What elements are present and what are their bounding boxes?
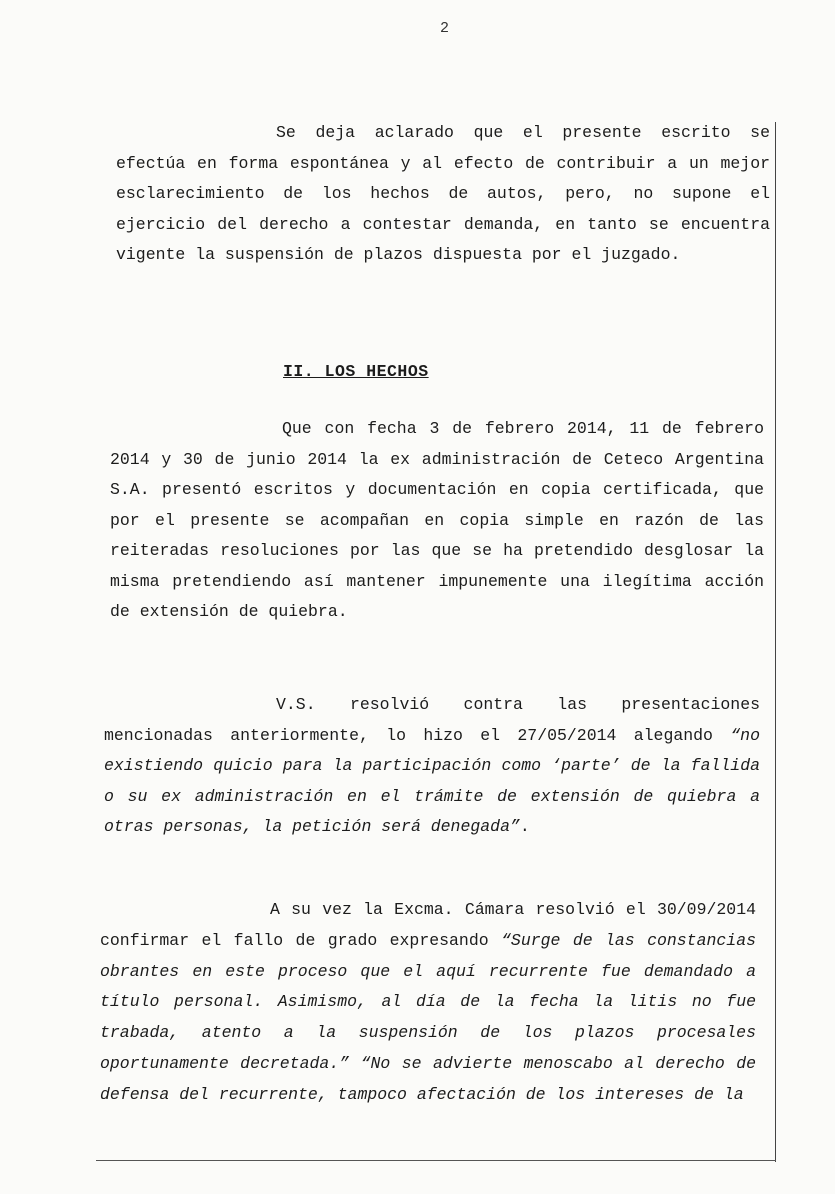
right-margin-rule — [775, 122, 776, 1162]
page-number: 2 — [440, 20, 450, 37]
paragraph-facts: Que con fecha 3 de febrero 2014, 11 de febrero 2014 y 30 de junio 2014 la ex administración de Ceteco Argentina S.A. presentó escritos y documentación en copia certificada, que por el presente se acompañan en copia simple en razón de las reiteradas resoluciones por las que se ha pretendido desglosar la misma pretendiendo así mantener impunemente una ilegítima acción de extensión de quiebra. — [110, 419, 764, 621]
resolution-quote: “no existiendo quicio para la participación como ‘parte’ de la fallida o su ex administración en el trámite de extensión de quiebra a otras personas, la petición será denegada” — [104, 725, 760, 836]
resolution-text: V.S. resolvió contra las presentaciones mencionadas anteriormente, lo hizo el 27/05/2014 alegando — [104, 695, 760, 745]
appeal-quote: “Surge de las constancias obrantes en este proceso que el aquí recurrente fue demandado a título personal. Asimismo, al día de la fecha la litis no fue trabada, atento a la suspensión de los plazos procesales oportunamente decretada.” “No se advierte menoscabo al derecho de defensa del recurrente, tampoco afectación de los intereses de la — [100, 930, 756, 1104]
appeal-text: A su vez la Excma. Cámara resolvió el 30/09/2014 confirmar el fallo de grado expresando — [100, 900, 756, 950]
paragraph-appeal — [100, 895, 756, 1111]
paragraph-resolution — [104, 690, 760, 843]
section-heading: II. LOS HECHOS — [283, 362, 429, 381]
bottom-rule — [96, 1160, 776, 1161]
paragraph-clarification: Se deja aclarado que el presente escrito se efectúa en forma espontánea y al efecto de contribuir a un mejor esclarecimiento de los hechos de autos, pero, no supone el ejercicio del derecho a contestar demanda, en tanto se encuentra vigente la suspensión de plazos dispuesta por el juzgado. — [116, 123, 770, 264]
resolution-tail: . — [519, 817, 530, 836]
